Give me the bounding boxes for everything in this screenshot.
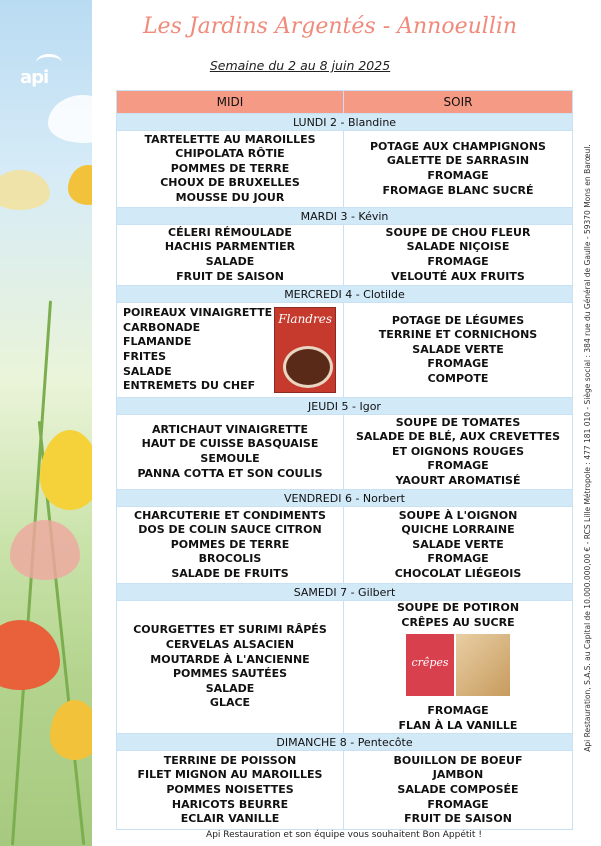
yellow-flower-shape (40, 430, 92, 510)
dish: SALADE VERTE (412, 537, 504, 551)
dish: GLACE (209, 696, 251, 710)
dish: POMMES SAUTÉES (172, 667, 288, 681)
crepes-book-image (406, 634, 510, 696)
meal-row (117, 751, 573, 830)
yellow-flower-shape (68, 165, 92, 205)
page-title: Les Jardins Argentés - Annoeullin (142, 14, 518, 39)
dish: BOUILLON DE BOEUF (393, 753, 523, 767)
dish: FRITES (123, 350, 167, 363)
midi-cell (117, 303, 344, 398)
week-subtitle: Semaine du 2 au 8 juin 2025 (209, 58, 391, 73)
dish: FLAN À LA VANILLE (398, 718, 518, 732)
dish-list (117, 306, 272, 394)
soir-cell (344, 225, 573, 286)
dish-plate-shape (283, 346, 333, 388)
dish: FROMAGE (427, 169, 489, 182)
dish: COURGETTES ET SURIMI RÂPÉS (133, 623, 327, 637)
midi-cell (117, 415, 344, 490)
yellow-flower-shape (50, 700, 92, 760)
dish: MOUTARDE À L'ANCIENNE (150, 652, 310, 666)
meal-row (117, 131, 573, 208)
dish: FRUIT DE SAISON (176, 269, 284, 283)
dish: VELOUTÉ AUX FRUITS (391, 269, 525, 283)
dish: BROCOLIS (198, 552, 262, 566)
dish: FLAMANDE (123, 335, 192, 349)
dish: FROMAGE BLANC SUCRÉ (382, 183, 534, 197)
dish: CERVELAS ALSACIEN (165, 638, 295, 651)
dish: YAOURT AROMATISÉ (395, 473, 521, 487)
dish: POTAGE DE LÉGUMES (391, 313, 525, 327)
soir-cell (344, 303, 573, 398)
soir-cell (344, 507, 573, 584)
dish: CÉLERI RÉMOULADE (168, 225, 292, 239)
dish: POMMES DE TERRE (170, 537, 290, 551)
dish: SOUPE DE POTIRON (396, 601, 520, 614)
dish: CHIPOLATA RÔTIE (175, 147, 285, 161)
day-header: MERCREDI 4 - Clotilde (117, 286, 573, 303)
dish: SEMOULE (200, 452, 260, 465)
dish: GALETTE DE SARRASIN (386, 154, 530, 168)
day-header: MARDI 3 - Kévin (117, 208, 573, 225)
day-header: JEUDI 5 - Igor (117, 398, 573, 415)
menu-table (116, 90, 573, 830)
dish: FROMAGE (427, 357, 489, 371)
api-logo (14, 50, 68, 90)
crepes-cover-title: crêpes (411, 656, 449, 670)
midi-cell (117, 601, 344, 734)
dish: TERRINE DE POISSON (163, 753, 297, 767)
day-header: DIMANCHE 8 - Pentecôte (117, 734, 573, 751)
dish: POMMES NOISETTES (166, 783, 294, 797)
book-title: Flandres (278, 312, 332, 326)
dish: SALADE VERTE (412, 342, 504, 356)
dish: SALADE NIÇOISE (406, 240, 510, 254)
dish: DOS DE COLIN SAUCE CITRON (138, 523, 322, 537)
dish: FROMAGE (427, 255, 489, 268)
dish: FROMAGE (427, 552, 489, 566)
dish: JAMBON (432, 768, 484, 782)
dish: TERRINE ET CORNICHONS (378, 328, 538, 342)
dish: COMPOTE (427, 371, 489, 385)
white-flower-shape (48, 95, 92, 143)
soir-column-header: SOIR (344, 91, 573, 114)
dish: CHOCOLAT LIÉGEOIS (394, 566, 522, 580)
day-header: VENDREDI 6 - Norbert (117, 490, 573, 507)
dish: FROMAGE (427, 459, 489, 473)
red-flower-shape (0, 620, 60, 690)
soir-cell (344, 601, 573, 734)
dish: FROMAGE (427, 797, 489, 811)
midi-cell (117, 131, 344, 208)
dish: CARBONADE (123, 320, 201, 334)
meal-row (117, 415, 573, 490)
dish: SALADE (205, 255, 255, 268)
dish: HACHIS PARMENTIER (164, 240, 296, 254)
yellow-flower-shape (0, 170, 50, 210)
midi-cell (117, 507, 344, 584)
meal-row (117, 303, 573, 398)
dish: ENTREMETS DU CHEF (123, 379, 256, 393)
dish: ET OIGNONS ROUGES (391, 444, 525, 458)
midi-cell (117, 225, 344, 286)
meal-row (117, 601, 573, 734)
dish: ARTICHAUT VINAIGRETTE (151, 422, 308, 436)
menu-header-row (117, 91, 573, 114)
floral-side-banner (0, 0, 92, 846)
flandres-book-image (274, 307, 336, 393)
dish: MOUSSE DU JOUR (175, 190, 285, 204)
dish: SOUPE DE CHOU FLEUR (385, 225, 531, 239)
dish: HARICOTS BEURRE (171, 797, 289, 811)
soir-cell (344, 131, 573, 208)
midi-cell (117, 751, 344, 830)
crepes-cover-shape (406, 634, 454, 696)
dish: TARTELETTE AU MAROILLES (144, 132, 316, 146)
dish: SALADE DE BLÉ, AUX CREVETTES (355, 430, 561, 444)
dish: POMMES DE TERRE (170, 161, 290, 175)
dish: SALADE (205, 681, 255, 695)
dish: SALADE COMPOSÉE (397, 783, 519, 797)
dish: PANNA COTTA ET SON COULIS (137, 466, 323, 480)
dish: POTAGE AUX CHAMPIGNONS (370, 139, 546, 153)
day-header: SAMEDI 7 - Gilbert (117, 584, 573, 601)
dish: SOUPE À L'OIGNON (398, 508, 518, 522)
dish: CRÊPES AU SUCRE (401, 615, 515, 629)
dish: FROMAGE (427, 704, 489, 718)
meal-row (117, 507, 573, 584)
logo-text: api (20, 67, 49, 88)
dish: HAUT DE CUISSE BASQUAISE (141, 437, 319, 451)
meal-row (117, 225, 573, 286)
dish: CHOUX DE BRUXELLES (160, 176, 300, 190)
dish: FRUIT DE SAISON (404, 812, 512, 826)
dish: ECLAIR VANILLE (180, 812, 280, 826)
midi-with-image (117, 306, 343, 394)
pink-flower-shape (10, 520, 80, 580)
day-header: LUNDI 2 - Blandine (117, 114, 573, 131)
midi-column-header: MIDI (117, 91, 344, 114)
dish: SOUPE DE TOMATES (395, 415, 521, 429)
legal-sidebar-text: Api Restauration, S.A.S. au Capital de 10.000.000,00 € - RCS Lille Métropole : 477 181 010 - Siège social : 384 rue du Général de Gaulle - 59370 Mons en Barœul. (583, 144, 592, 752)
crepes-photo-shape (456, 634, 510, 696)
dish: QUICHE LORRAINE (401, 523, 515, 537)
soir-cell (344, 751, 573, 830)
soir-cell (344, 415, 573, 490)
dish: POIREAUX VINAIGRETTE (123, 306, 273, 320)
dish: CHARCUTERIE ET CONDIMENTS (134, 508, 326, 522)
dish: SALADE (123, 364, 172, 378)
footer-message: Api Restauration et son équipe vous souhaitent Bon Appétit ! (206, 830, 482, 840)
dish: FILET MIGNON AU MAROILLES (137, 768, 323, 782)
dish: SALADE DE FRUITS (171, 566, 289, 580)
